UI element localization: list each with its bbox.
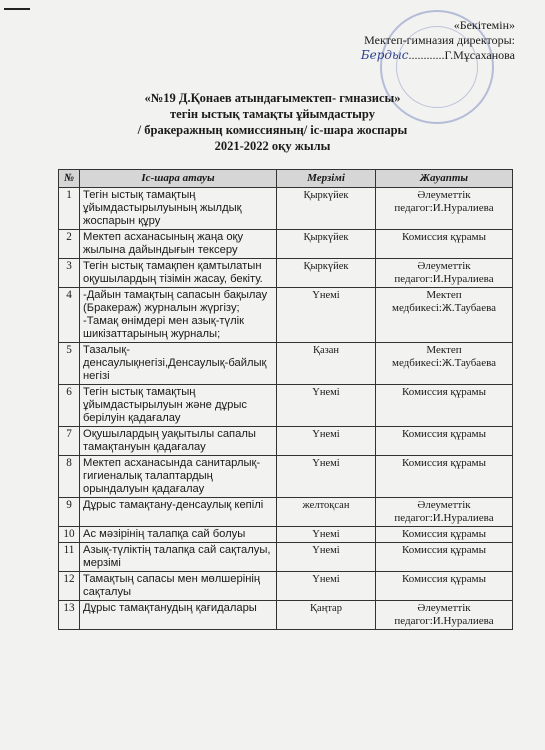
table-row <box>59 259 513 288</box>
row-number: 1 <box>59 188 80 230</box>
table-row <box>59 427 513 456</box>
row-responsible: Комиссия құрамы <box>376 456 513 498</box>
title-line-2: тегін ыстық тамақты ұйымдастыру <box>170 107 375 121</box>
row-number: 5 <box>59 343 80 385</box>
document-title <box>60 90 485 154</box>
row-term: Үнемі <box>277 543 376 572</box>
table-row <box>59 288 513 343</box>
director-name: ............Г.Мұсаханова <box>408 48 515 62</box>
approval-line-3 <box>361 48 515 63</box>
table-row <box>59 527 513 543</box>
row-event-name: Мектеп асханасының жаңа оқу жылына дайындығын тексеру <box>80 230 277 259</box>
approval-line-2: Мектеп-гимназия директоры: <box>364 33 515 47</box>
row-responsible: Әлеуметтік педагог:И.Нуралиева <box>376 601 513 630</box>
row-number: 6 <box>59 385 80 427</box>
row-responsible: Әлеуметтік педагог:И.Нуралиева <box>376 259 513 288</box>
header-event-name: Іс-шара атауы <box>80 170 277 188</box>
row-event-name: -Дайын тамақтың сапасын бақылау (Бракераж) журналын жүргізу; -Тамақ өнімдері мен азық-түлік шикізаттарының журналы; <box>80 288 277 343</box>
event-plan-table <box>58 169 513 630</box>
row-term: Үнемі <box>277 288 376 343</box>
row-event-name: Азық-түліктің талапқа сай сақталуы, мерзімі <box>80 543 277 572</box>
header-responsible: Жауапты <box>376 170 513 188</box>
row-number: 13 <box>59 601 80 630</box>
title-line-4: 2021-2022 оқу жылы <box>214 139 331 153</box>
row-number: 3 <box>59 259 80 288</box>
row-event-name: Тегін ыстық тамақпен қамтылатын оқушылардың тізімін жасау, бекіту. <box>80 259 277 288</box>
row-term: Қыркүйек <box>277 259 376 288</box>
title-line-3: / бракеражның комиссияның/ іс-шара жоспары <box>137 123 408 137</box>
row-term: Үнемі <box>277 427 376 456</box>
row-number: 12 <box>59 572 80 601</box>
row-responsible: Комиссия құрамы <box>376 572 513 601</box>
table-row <box>59 385 513 427</box>
row-responsible: Комиссия құрамы <box>376 527 513 543</box>
row-responsible: Комиссия құрамы <box>376 230 513 259</box>
row-number: 9 <box>59 498 80 527</box>
table-header-row <box>59 170 513 188</box>
row-event-name: Ас мәзірінің талапқа сай болуы <box>80 527 277 543</box>
table-row <box>59 230 513 259</box>
row-responsible: Әлеуметтік педагог:И.Нуралиева <box>376 188 513 230</box>
row-term: Қыркүйек <box>277 230 376 259</box>
row-responsible: Мектеп медбикесі:Ж.Таубаева <box>376 343 513 385</box>
row-term: Қаңтар <box>277 601 376 630</box>
row-event-name: Тазалық-денсаулықнегізі,Денсаулық-байлық негізі <box>80 343 277 385</box>
row-term: Қыркүйек <box>277 188 376 230</box>
table-row <box>59 188 513 230</box>
row-number: 11 <box>59 543 80 572</box>
header-term: Мерзімі <box>277 170 376 188</box>
row-term: Үнемі <box>277 527 376 543</box>
table-row <box>59 543 513 572</box>
row-term: желтоқсан <box>277 498 376 527</box>
row-event-name: Дұрыс тамақтанудың қағидалары <box>80 601 277 630</box>
row-event-name: Мектеп асханасында санитарлық- гигиеналық талаптардың орындалуын қадағалау <box>80 456 277 498</box>
row-number: 4 <box>59 288 80 343</box>
row-event-name: Дұрыс тамақтану-денсаулық кепілі <box>80 498 277 527</box>
table-row <box>59 343 513 385</box>
row-number: 7 <box>59 427 80 456</box>
row-term: Үнемі <box>277 456 376 498</box>
row-event-name: Тамақтың сапасы мен мөлшерінің сақталуы <box>80 572 277 601</box>
approval-line-1: «Бекітемін» <box>453 18 515 32</box>
row-number: 10 <box>59 527 80 543</box>
row-term: Үнемі <box>277 385 376 427</box>
row-term: Қазан <box>277 343 376 385</box>
director-signature: Бердыс <box>360 48 409 62</box>
row-number: 2 <box>59 230 80 259</box>
scan-edge-mark <box>4 8 30 10</box>
table-row <box>59 601 513 630</box>
row-number: 8 <box>59 456 80 498</box>
row-term: Үнемі <box>277 572 376 601</box>
row-responsible: Комиссия құрамы <box>376 543 513 572</box>
table-row <box>59 498 513 527</box>
row-responsible: Комиссия құрамы <box>376 427 513 456</box>
row-responsible: Мектеп медбикесі:Ж.Таубаева <box>376 288 513 343</box>
row-event-name: Тегін ыстық тамақтың ұйымдастырылуын және дұрыс берілуін қадағалау <box>80 385 277 427</box>
row-event-name: Оқушылардың уақытылы сапалы тамақтануын қадағалау <box>80 427 277 456</box>
table-row <box>59 456 513 498</box>
row-responsible: Комиссия құрамы <box>376 385 513 427</box>
header-number: № <box>59 170 80 188</box>
row-event-name: Тегін ыстық тамақтың ұйымдастырылуының жылдық жоспарын құру <box>80 188 277 230</box>
row-responsible: Әлеуметтік педагог:И.Нуралиева <box>376 498 513 527</box>
title-line-1: «№19 Д.Қонаев атындағымектеп- гмназисы» <box>144 91 401 105</box>
table-row <box>59 572 513 601</box>
approval-block <box>275 18 515 63</box>
